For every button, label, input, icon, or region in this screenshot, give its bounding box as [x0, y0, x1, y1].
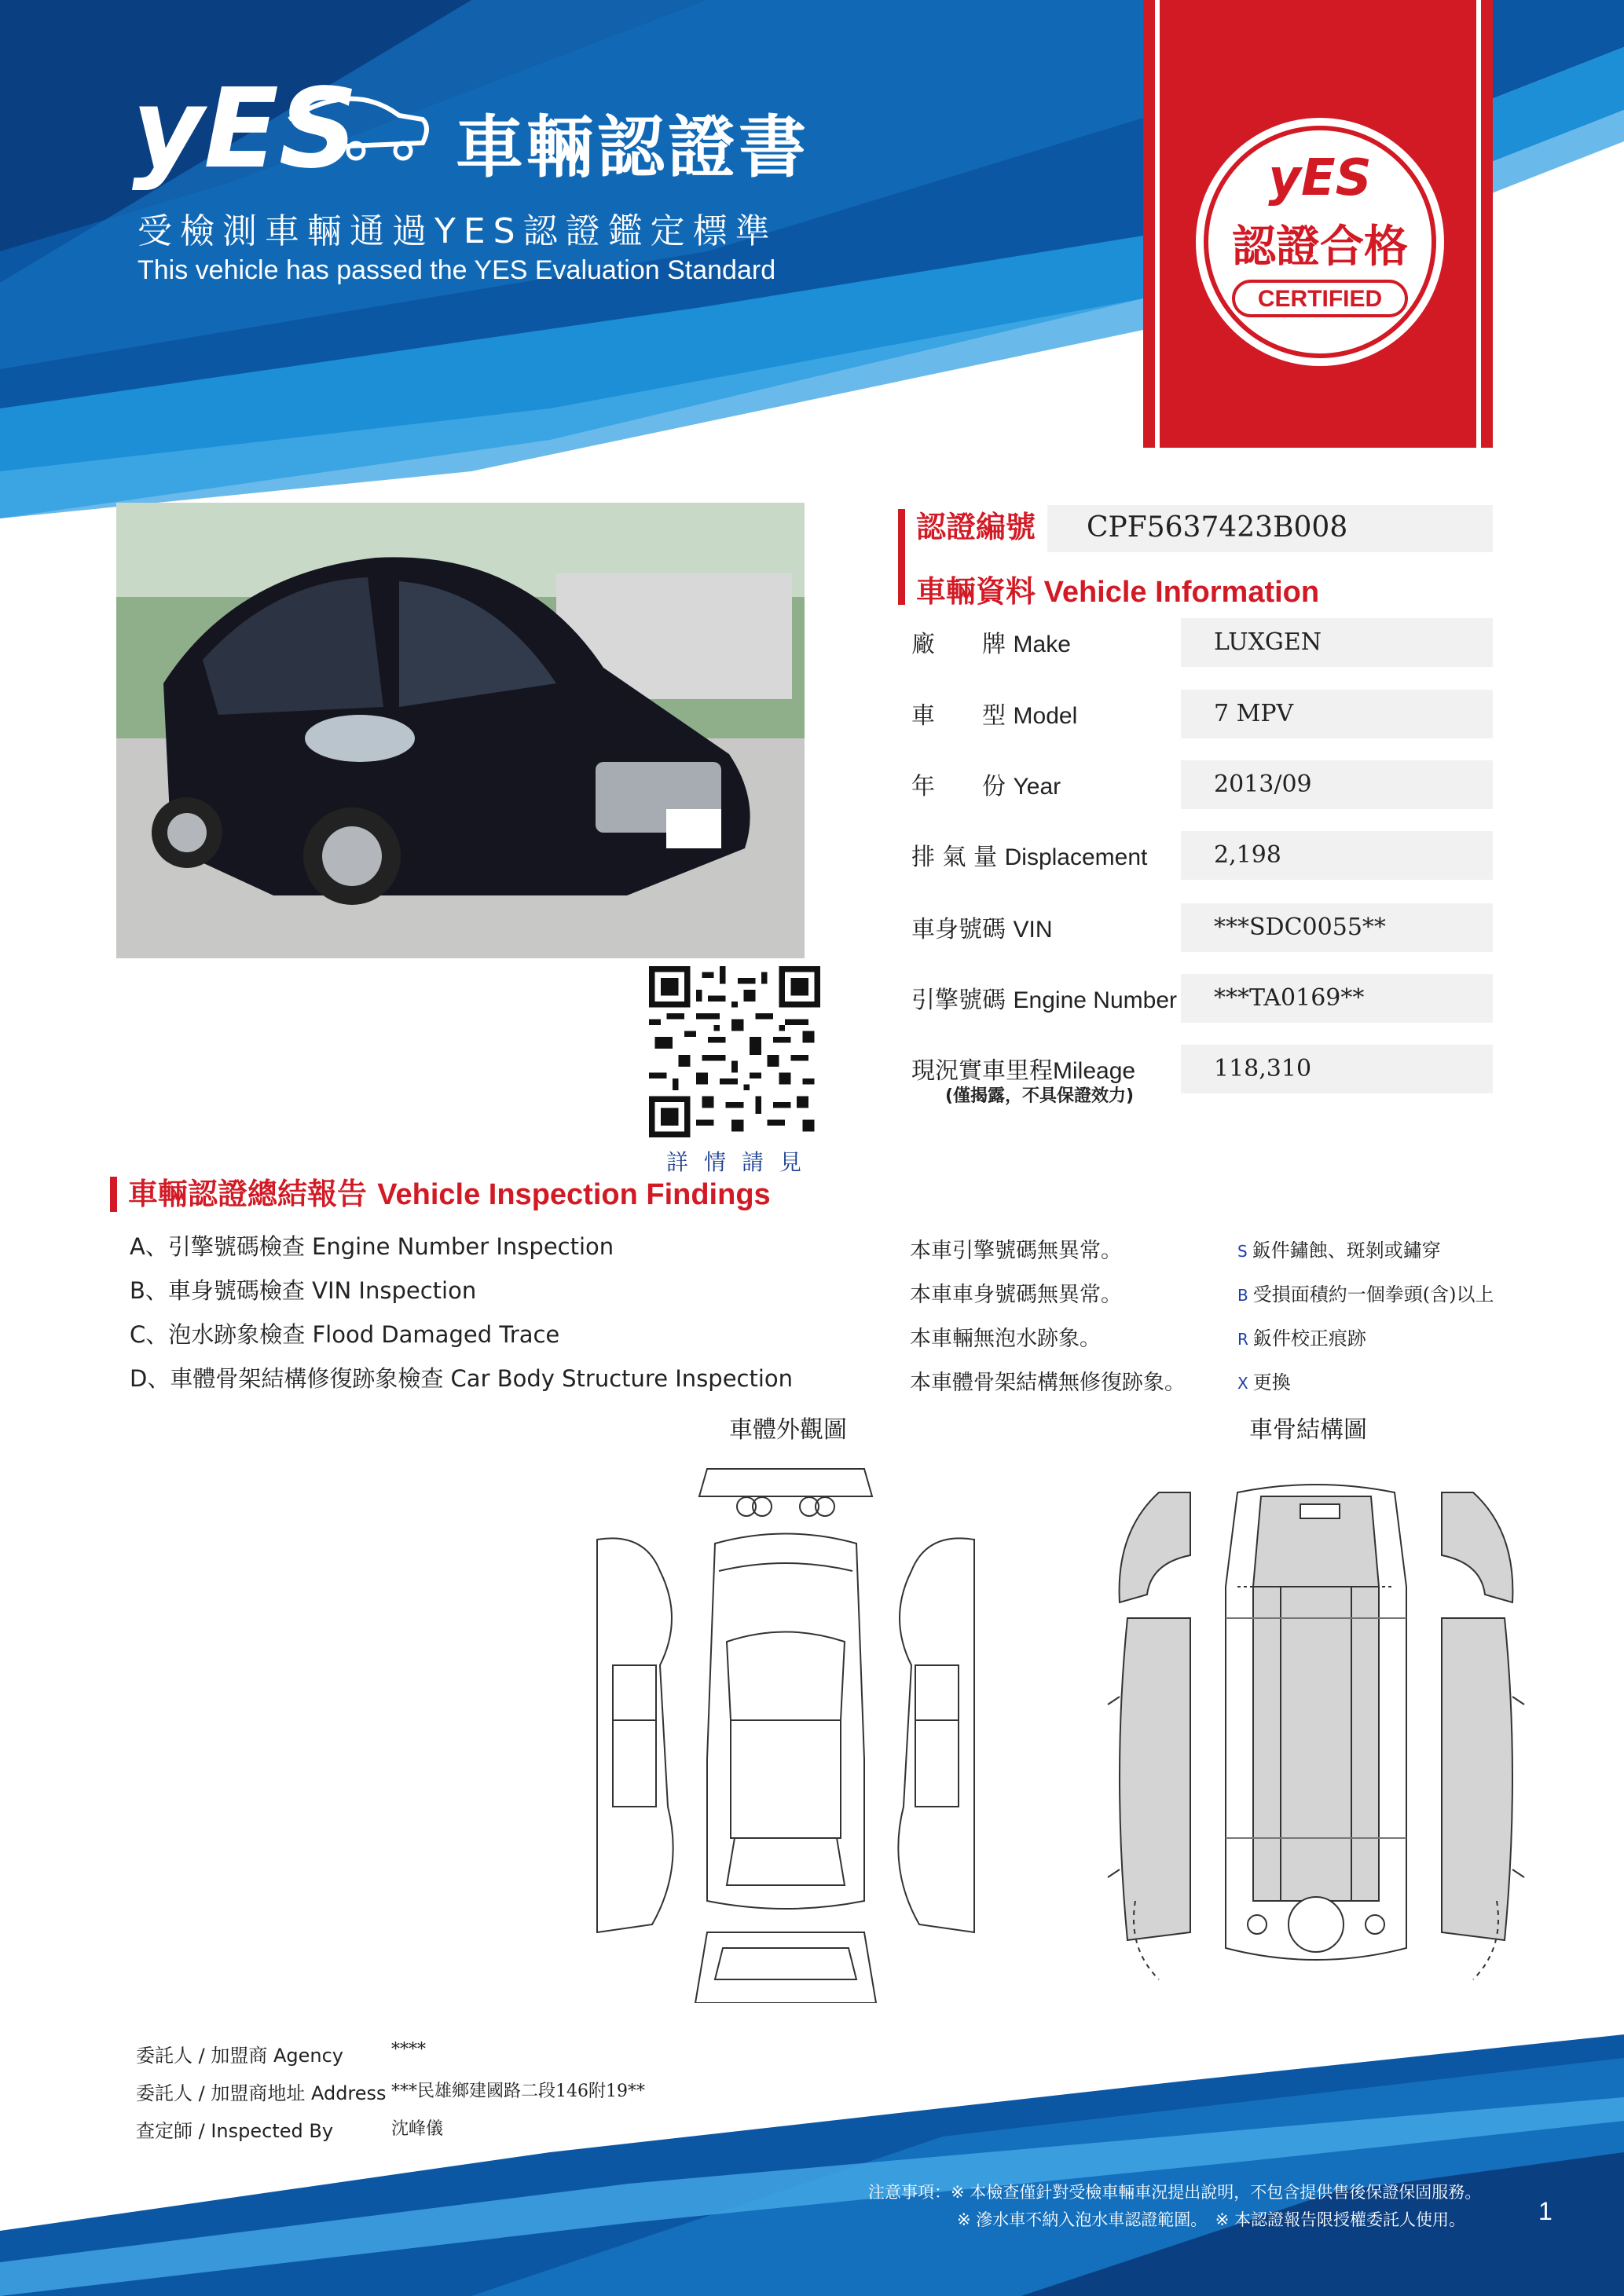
qr-code[interactable] — [649, 966, 820, 1137]
certified-seal — [1194, 116, 1446, 368]
info-value-mileage: 118,310 — [1181, 1045, 1493, 1093]
subtitle-chinese: 受檢測車輛通過YES認證鑑定標準 — [137, 211, 778, 251]
info-row-make — [911, 618, 1493, 667]
page-number: 1 — [1538, 2197, 1553, 2225]
info-label: 年 份 Year — [911, 773, 1061, 800]
vehicle-photo — [116, 503, 805, 958]
legend-symbol: X — [1237, 1374, 1248, 1393]
info-label: 車 型 Model — [911, 702, 1078, 730]
footer-agency — [136, 2040, 426, 2067]
info-label: 廠 牌 Make — [911, 631, 1071, 658]
vehicle-info-title — [916, 567, 1319, 610]
address-value: ***民雄鄉建國路二段146附19** — [391, 2082, 645, 2101]
legend-item-r: R 鈑件校正痕跡 — [1237, 1327, 1366, 1349]
footer-inspector — [136, 2115, 444, 2143]
certificate-number-value: CPF5637423B008 — [1047, 505, 1493, 552]
info-value-year: 2013/09 — [1181, 760, 1493, 809]
notice-line-1: 注意事項：※ 本檢查僅針對受檢車輛車況提出說明，不包含提供售後保證保固服務。 — [868, 2183, 1482, 2202]
info-label: 排 氣 量 Displacement — [911, 844, 1148, 871]
structure-diagram — [1104, 1461, 1528, 2003]
finding-d: D、車體骨架結構修復跡象檢查 Car Body Structure Inspection — [130, 1365, 794, 1392]
footer-address — [136, 2078, 645, 2105]
info-row-engine-number — [911, 974, 1493, 1023]
info-row-displacement — [911, 831, 1493, 880]
finding-a: A、引擎號碼檢查 Engine Number Inspection — [130, 1233, 614, 1260]
notice-line-2: ※ 滲水車不納入泡水車認證範圍。 ※ 本認證報告限授權委託人使用。 — [957, 2210, 1466, 2229]
legend-symbol: S — [1237, 1242, 1248, 1261]
finding-result-a: 本車引擎號碼無異常。 — [910, 1239, 1122, 1263]
info-row-model — [911, 690, 1493, 738]
footer-banner — [0, 2034, 1624, 2296]
finding-c: C、泡水跡象檢查 Flood Damaged Trace — [130, 1321, 560, 1348]
structure-diagram-label: 車骨結構圖 — [1249, 1416, 1367, 1444]
info-row-year — [911, 760, 1493, 809]
inspector-value: 沈峰儀 — [391, 2119, 444, 2139]
vehicle-info-title-cn: 車輛資料 — [916, 574, 1036, 609]
info-label: 引擎號碼 Engine Number — [911, 987, 1177, 1014]
exterior-diagram — [581, 1461, 990, 2003]
legend-symbol: B — [1237, 1286, 1248, 1305]
legend-item-s: S 鈑件鏽蝕、斑剝或鏽穿 — [1237, 1240, 1441, 1262]
qr-caption: 詳情請見 — [666, 1149, 818, 1175]
info-value-model: 7 MPV — [1181, 690, 1493, 738]
info-value-engine-number: ***TA0169** — [1181, 974, 1493, 1023]
finding-b: B、車身號碼檢查 VIN Inspection — [130, 1277, 477, 1304]
legend-item-b: B 受損面積約一個拳頭(含)以上 — [1237, 1283, 1494, 1305]
certificate-number-label: 認證編號 — [898, 509, 1036, 605]
address-label: 委託人 / 加盟商地址 Address — [136, 2082, 387, 2104]
mileage-note: (僅揭露，不具保證效力) — [945, 1086, 1135, 1106]
info-value-displacement: 2,198 — [1181, 831, 1493, 880]
vehicle-info-title-en: Vehicle Information — [1043, 576, 1320, 609]
seal-logo-text: yES — [1268, 149, 1372, 207]
yes-logo — [132, 72, 431, 190]
agency-label: 委託人 / 加盟商 Agency — [136, 2045, 343, 2067]
finding-result-b: 本車車身號碼無異常。 — [910, 1283, 1122, 1307]
certificate-title: 車輛認證書 — [456, 108, 809, 187]
legend-symbol: R — [1237, 1330, 1248, 1349]
agency-value: **** — [391, 2040, 426, 2060]
finding-result-d: 本車體骨架結構無修復跡象。 — [910, 1371, 1186, 1395]
logo-text: yES — [132, 72, 358, 190]
info-label: 車身號碼 VIN — [911, 916, 1053, 943]
finding-result-c: 本車輛無泡水跡象。 — [910, 1327, 1101, 1351]
seal-text-en: CERTIFIED — [1257, 286, 1383, 312]
info-value-make: LUXGEN — [1181, 618, 1493, 667]
info-value-vin: ***SDC0055** — [1181, 903, 1493, 952]
info-row-vin — [911, 903, 1493, 952]
exterior-diagram-label: 車體外觀圖 — [729, 1416, 847, 1444]
subtitle-english: This vehicle has passed the YES Evaluation Standard — [137, 255, 776, 285]
seal-text-cn: 認證合格 — [1232, 222, 1408, 273]
findings-title: 車輛認證總結報告 Vehicle Inspection Findings — [110, 1177, 771, 1212]
inspector-label: 查定師 / Inspected By — [136, 2120, 334, 2142]
info-label: 現況實車里程Mileage — [911, 1057, 1136, 1085]
legend-item-x: X 更換 — [1237, 1371, 1291, 1393]
